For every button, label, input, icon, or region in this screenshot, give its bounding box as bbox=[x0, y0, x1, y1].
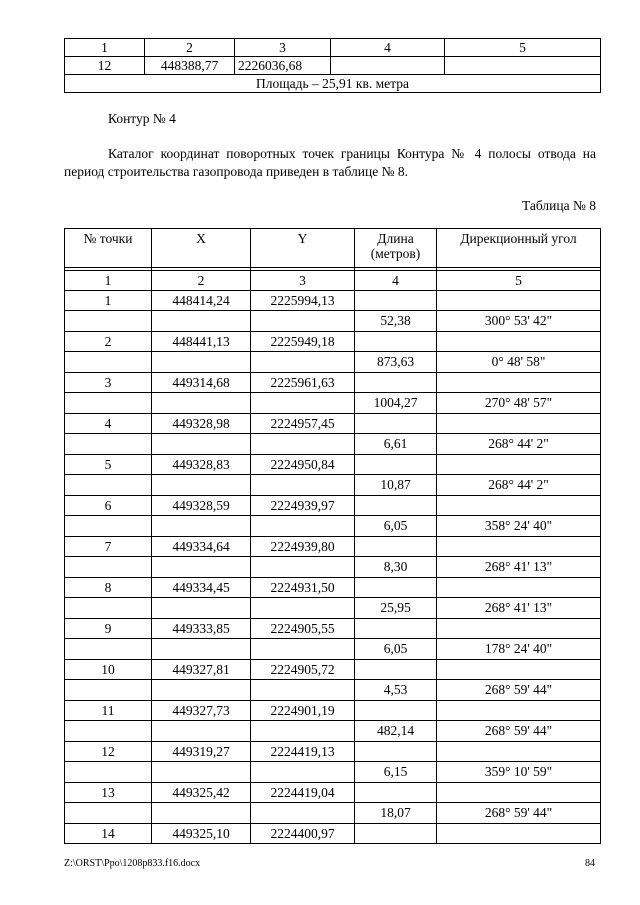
angle-cell bbox=[437, 578, 601, 598]
x-coordinate bbox=[152, 762, 251, 783]
point-number: 10 bbox=[65, 660, 152, 680]
table-row bbox=[65, 619, 601, 639]
y-coordinate: 2225949,18 bbox=[251, 332, 355, 352]
contour-title: Контур № 4 bbox=[108, 111, 176, 126]
coordinates-table bbox=[64, 228, 601, 844]
point-number: 12 bbox=[65, 742, 152, 762]
table-row bbox=[65, 762, 601, 783]
y-coordinate: 2224901,19 bbox=[251, 701, 355, 721]
length-cell bbox=[355, 332, 437, 352]
point-number: 6 bbox=[65, 496, 152, 516]
table-row bbox=[65, 578, 601, 598]
y-coordinate bbox=[251, 434, 355, 455]
col-number: 2 bbox=[152, 271, 251, 291]
point-number bbox=[65, 311, 152, 332]
table-row bbox=[65, 598, 601, 619]
segment-length: 6,15 bbox=[355, 762, 437, 783]
y-coordinate: 2224939,80 bbox=[251, 537, 355, 557]
point-number bbox=[65, 352, 152, 373]
header-point: № точки bbox=[65, 229, 152, 268]
table-row bbox=[65, 721, 601, 742]
x-coordinate: 449327,73 bbox=[152, 701, 251, 721]
footer-file-path: Z:\ORST\Ppo\1208p833.f16.docx bbox=[64, 858, 201, 869]
y-coordinate bbox=[251, 803, 355, 824]
angle-cell bbox=[437, 537, 601, 557]
point-number: 8 bbox=[65, 578, 152, 598]
header-x: X bbox=[152, 229, 251, 268]
point-number bbox=[65, 721, 152, 742]
segment-length: 6,05 bbox=[355, 516, 437, 537]
col-number: 1 bbox=[65, 39, 145, 57]
y-coordinate bbox=[251, 557, 355, 578]
y-coordinate: 2224950,84 bbox=[251, 455, 355, 475]
angle-cell bbox=[437, 291, 601, 311]
table-row bbox=[65, 352, 601, 373]
point-number: 7 bbox=[65, 537, 152, 557]
table-row bbox=[65, 414, 601, 434]
table-row bbox=[65, 557, 601, 578]
point-number: 9 bbox=[65, 619, 152, 639]
y-coordinate: 2224400,97 bbox=[251, 824, 355, 844]
y-coordinate bbox=[251, 762, 355, 783]
header-length bbox=[355, 229, 437, 268]
y-coordinate bbox=[251, 598, 355, 619]
y-coordinate: 2224905,55 bbox=[251, 619, 355, 639]
table-row bbox=[65, 496, 601, 516]
table-row bbox=[65, 455, 601, 475]
x-coordinate: 448388,77 bbox=[145, 57, 235, 75]
x-coordinate: 449314,68 bbox=[152, 373, 251, 393]
table-row bbox=[65, 701, 601, 721]
segment-length: 8,30 bbox=[355, 557, 437, 578]
y-coordinate bbox=[251, 680, 355, 701]
point-number: 3 bbox=[65, 373, 152, 393]
col-number: 1 bbox=[65, 271, 152, 291]
y-coordinate: 2224905,72 bbox=[251, 660, 355, 680]
table-row bbox=[65, 311, 601, 332]
length-cell bbox=[355, 701, 437, 721]
x-coordinate: 449328,83 bbox=[152, 455, 251, 475]
x-coordinate: 449328,59 bbox=[152, 496, 251, 516]
angle-cell bbox=[437, 824, 601, 844]
x-coordinate: 449319,27 bbox=[152, 742, 251, 762]
y-coordinate: 2225961,63 bbox=[251, 373, 355, 393]
length-cell bbox=[355, 742, 437, 762]
direction-angle: 358° 24' 40" bbox=[437, 516, 601, 537]
table-header-row bbox=[65, 229, 601, 268]
angle-cell bbox=[437, 373, 601, 393]
angle-cell bbox=[437, 332, 601, 352]
table-row bbox=[65, 373, 601, 393]
col-number: 3 bbox=[251, 271, 355, 291]
y-coordinate bbox=[251, 721, 355, 742]
point-number: 13 bbox=[65, 783, 152, 803]
segment-length: 482,14 bbox=[355, 721, 437, 742]
y-coordinate bbox=[251, 393, 355, 414]
x-coordinate bbox=[152, 434, 251, 455]
point-number: 11 bbox=[65, 701, 152, 721]
direction-angle: 268° 59' 44" bbox=[437, 803, 601, 824]
catalog-paragraph: Каталог координат поворотных точек границы Контура № 4 полосы отвода на период строительства газопровода приведен в таблице № 8. bbox=[64, 146, 596, 179]
length-cell bbox=[355, 373, 437, 393]
length-cell bbox=[355, 537, 437, 557]
y-coordinate bbox=[251, 475, 355, 496]
col-number: 5 bbox=[445, 39, 601, 57]
angle-cell bbox=[437, 496, 601, 516]
angle-cell bbox=[437, 414, 601, 434]
length-cell bbox=[355, 414, 437, 434]
direction-angle: 0° 48' 58" bbox=[437, 352, 601, 373]
angle-cell bbox=[445, 57, 601, 75]
point-number bbox=[65, 762, 152, 783]
segment-length: 10,87 bbox=[355, 475, 437, 496]
x-coordinate: 448441,13 bbox=[152, 332, 251, 352]
length-cell bbox=[355, 619, 437, 639]
table-row bbox=[65, 291, 601, 311]
y-coordinate: 2226036,68 bbox=[235, 57, 331, 75]
length-cell bbox=[355, 455, 437, 475]
header-angle: Дирекционный угол bbox=[437, 229, 601, 268]
y-coordinate bbox=[251, 516, 355, 537]
area-row bbox=[65, 75, 601, 93]
x-coordinate: 449325,42 bbox=[152, 783, 251, 803]
direction-angle: 270° 48' 57" bbox=[437, 393, 601, 414]
table-row bbox=[65, 537, 601, 557]
direction-angle: 178° 24' 40" bbox=[437, 639, 601, 660]
direction-angle: 268° 59' 44" bbox=[437, 721, 601, 742]
point-number: 14 bbox=[65, 824, 152, 844]
segment-length: 18,07 bbox=[355, 803, 437, 824]
angle-cell bbox=[437, 619, 601, 639]
y-coordinate: 2224931,50 bbox=[251, 578, 355, 598]
x-coordinate bbox=[152, 803, 251, 824]
header-length-line1: Длина bbox=[377, 231, 414, 246]
x-coordinate bbox=[152, 516, 251, 537]
y-coordinate bbox=[251, 311, 355, 332]
table-row bbox=[65, 332, 601, 352]
x-coordinate bbox=[152, 393, 251, 414]
table-row bbox=[65, 783, 601, 803]
length-cell bbox=[355, 660, 437, 680]
y-coordinate: 2224939,97 bbox=[251, 496, 355, 516]
point-number bbox=[65, 680, 152, 701]
table-row bbox=[65, 824, 601, 844]
header-length-line2: (метров) bbox=[370, 246, 421, 261]
point-number: 12 bbox=[65, 57, 145, 75]
length-cell bbox=[355, 824, 437, 844]
direction-angle: 268° 41' 13" bbox=[437, 557, 601, 578]
table-row bbox=[65, 680, 601, 701]
x-coordinate bbox=[152, 557, 251, 578]
point-number bbox=[65, 516, 152, 537]
y-coordinate: 2224419,13 bbox=[251, 742, 355, 762]
table-row bbox=[65, 57, 601, 75]
point-number: 2 bbox=[65, 332, 152, 352]
point-number bbox=[65, 557, 152, 578]
col-number: 3 bbox=[235, 39, 331, 57]
length-cell bbox=[355, 578, 437, 598]
length-cell bbox=[331, 57, 445, 75]
y-coordinate: 2225994,13 bbox=[251, 291, 355, 311]
y-coordinate bbox=[251, 352, 355, 373]
x-coordinate bbox=[152, 475, 251, 496]
previous-contour-table bbox=[64, 38, 601, 93]
footer-page-number: 84 bbox=[585, 858, 595, 869]
angle-cell bbox=[437, 742, 601, 762]
segment-length: 1004,27 bbox=[355, 393, 437, 414]
col-number: 5 bbox=[437, 271, 601, 291]
x-coordinate bbox=[152, 639, 251, 660]
point-number bbox=[65, 803, 152, 824]
col-number: 4 bbox=[331, 39, 445, 57]
x-coordinate: 448414,24 bbox=[152, 291, 251, 311]
x-coordinate: 449333,85 bbox=[152, 619, 251, 639]
direction-angle: 268° 41' 13" bbox=[437, 598, 601, 619]
table-row bbox=[65, 639, 601, 660]
angle-cell bbox=[437, 660, 601, 680]
y-coordinate bbox=[251, 639, 355, 660]
point-number bbox=[65, 434, 152, 455]
length-cell bbox=[355, 783, 437, 803]
x-coordinate: 449327,81 bbox=[152, 660, 251, 680]
point-number bbox=[65, 639, 152, 660]
column-numbers-row bbox=[65, 271, 601, 291]
y-coordinate: 2224957,45 bbox=[251, 414, 355, 434]
point-number: 5 bbox=[65, 455, 152, 475]
header-y: Y bbox=[251, 229, 355, 268]
x-coordinate bbox=[152, 352, 251, 373]
table-row bbox=[65, 660, 601, 680]
segment-length: 52,38 bbox=[355, 311, 437, 332]
x-coordinate bbox=[152, 721, 251, 742]
segment-length: 25,95 bbox=[355, 598, 437, 619]
x-coordinate bbox=[152, 311, 251, 332]
table-header-row bbox=[65, 39, 601, 57]
segment-length: 873,63 bbox=[355, 352, 437, 373]
segment-length: 6,61 bbox=[355, 434, 437, 455]
table-row bbox=[65, 742, 601, 762]
x-coordinate: 449328,98 bbox=[152, 414, 251, 434]
x-coordinate bbox=[152, 680, 251, 701]
table-row bbox=[65, 516, 601, 537]
table-row bbox=[65, 803, 601, 824]
col-number: 4 bbox=[355, 271, 437, 291]
direction-angle: 268° 59' 44" bbox=[437, 680, 601, 701]
table-row bbox=[65, 393, 601, 414]
angle-cell bbox=[437, 701, 601, 721]
table-caption: Таблица № 8 bbox=[522, 198, 596, 213]
point-number: 1 bbox=[65, 291, 152, 311]
direction-angle: 268° 44' 2" bbox=[437, 475, 601, 496]
direction-angle: 359° 10' 59" bbox=[437, 762, 601, 783]
x-coordinate: 449334,64 bbox=[152, 537, 251, 557]
x-coordinate bbox=[152, 598, 251, 619]
point-number bbox=[65, 598, 152, 619]
segment-length: 6,05 bbox=[355, 639, 437, 660]
length-cell bbox=[355, 291, 437, 311]
area-value: Площадь – 25,91 кв. метра bbox=[65, 75, 601, 93]
segment-length: 4,53 bbox=[355, 680, 437, 701]
point-number bbox=[65, 393, 152, 414]
table-row bbox=[65, 475, 601, 496]
table-row bbox=[65, 434, 601, 455]
direction-angle: 268° 44' 2" bbox=[437, 434, 601, 455]
col-number: 2 bbox=[145, 39, 235, 57]
point-number: 4 bbox=[65, 414, 152, 434]
length-cell bbox=[355, 496, 437, 516]
angle-cell bbox=[437, 783, 601, 803]
point-number bbox=[65, 475, 152, 496]
angle-cell bbox=[437, 455, 601, 475]
x-coordinate: 449325,10 bbox=[152, 824, 251, 844]
direction-angle: 300° 53' 42" bbox=[437, 311, 601, 332]
y-coordinate: 2224419,04 bbox=[251, 783, 355, 803]
x-coordinate: 449334,45 bbox=[152, 578, 251, 598]
